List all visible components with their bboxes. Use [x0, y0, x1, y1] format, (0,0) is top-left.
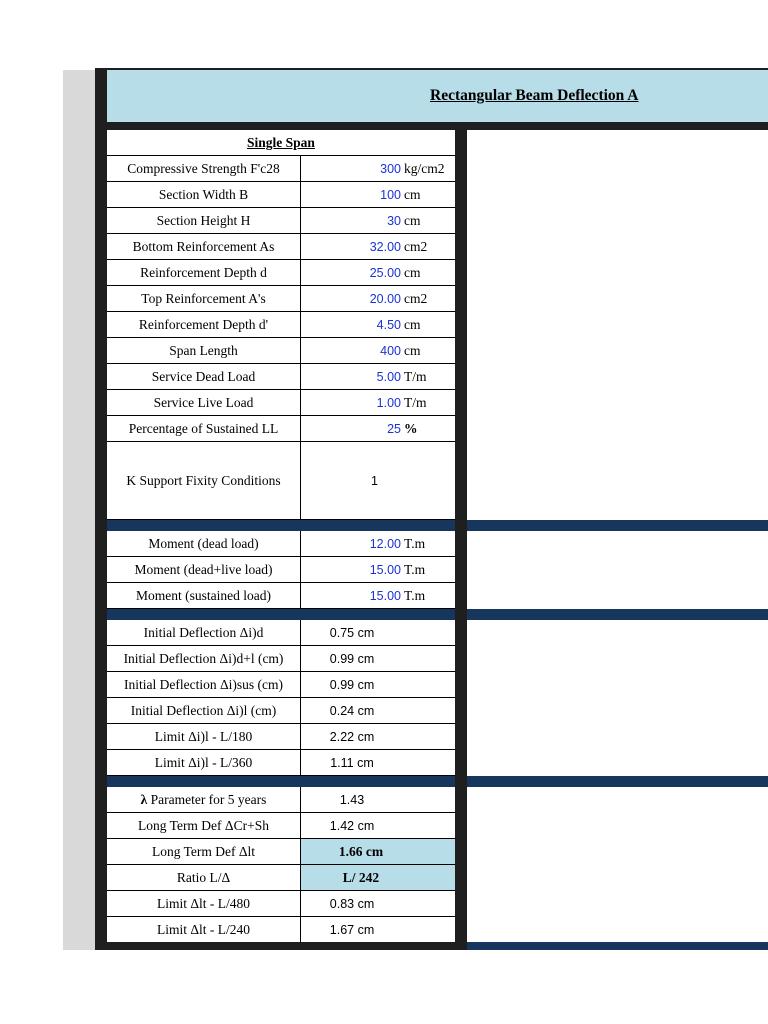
- long-term-value: 1.42 cm: [329, 819, 375, 833]
- deflection-label: Initial Deflection Δi)l (cm): [107, 698, 301, 723]
- panel-separator: [455, 130, 467, 950]
- section-divider: [107, 776, 455, 787]
- deflection-value-cell: [301, 672, 455, 697]
- deflection-value: 1.11 cm: [330, 756, 374, 770]
- input-row: [107, 208, 455, 234]
- initial-deflection-row: [107, 620, 455, 646]
- moment-label: Moment (dead+live load): [107, 557, 301, 582]
- input-unit: cm2: [404, 239, 428, 254]
- grey-margin: [63, 70, 95, 950]
- long-term-row: [107, 787, 455, 813]
- input-row: [107, 364, 455, 390]
- section-divider: [107, 520, 455, 531]
- input-unit: cm: [404, 187, 421, 202]
- deflection-value: 2.22 cm: [329, 730, 375, 744]
- section-divider-extension: [467, 776, 768, 787]
- input-value-cell[interactable]: [301, 260, 455, 285]
- input-value[interactable]: 32.00: [369, 240, 401, 254]
- input-unit: cm: [404, 213, 421, 228]
- input-value-cell[interactable]: [301, 286, 455, 311]
- input-value-cell[interactable]: [301, 416, 455, 441]
- input-unit: T/m: [404, 369, 427, 384]
- input-row: [107, 234, 455, 260]
- input-label: Reinforcement Depth d: [107, 260, 301, 285]
- input-row: [107, 338, 455, 364]
- input-label: Service Live Load: [107, 390, 301, 415]
- initial-deflection-row: [107, 724, 455, 750]
- moment-unit: T.m: [404, 588, 426, 603]
- page-title: Rectangular Beam Deflection A: [430, 87, 639, 104]
- support-fixity-row: [107, 442, 455, 520]
- long-term-value: 1.67 cm: [329, 923, 375, 937]
- input-value-cell[interactable]: [301, 364, 455, 389]
- moment-label: Moment (sustained load): [107, 583, 301, 608]
- moment-row: [107, 583, 455, 609]
- initial-deflection-row: [107, 698, 455, 724]
- long-term-value-cell: [301, 787, 455, 812]
- input-value[interactable]: 1.00: [376, 396, 401, 410]
- header-divider: [107, 122, 768, 130]
- long-term-value: 1.43: [339, 793, 365, 807]
- input-unit: cm: [404, 317, 421, 332]
- section-divider-extension: [467, 609, 768, 620]
- support-fixity-label: K Support Fixity Conditions: [107, 442, 301, 519]
- long-term-label: Long Term Def Δlt: [107, 839, 301, 864]
- bottom-frame-bar-right: [467, 942, 768, 950]
- long-term-value: 1.66 cm: [338, 844, 384, 859]
- input-unit: kg/cm2: [404, 161, 445, 176]
- long-term-label: Limit Δlt - L/240: [107, 917, 301, 942]
- moment-unit: T.m: [404, 536, 426, 551]
- input-unit: T/m: [404, 395, 427, 410]
- input-label: Top Reinforcement A's: [107, 286, 301, 311]
- moment-value: 12.00: [369, 537, 401, 551]
- input-value[interactable]: 30: [387, 214, 401, 228]
- input-value-cell[interactable]: [301, 312, 455, 337]
- input-value-cell[interactable]: [301, 182, 455, 207]
- long-term-value-cell: [301, 839, 455, 864]
- initial-deflection-row: [107, 750, 455, 776]
- input-value[interactable]: 4.50: [376, 318, 401, 332]
- long-term-label: λ Parameter for 5 years: [107, 787, 301, 812]
- input-row: [107, 416, 455, 442]
- bottom-frame-bar: [95, 942, 455, 950]
- long-term-value-cell: [301, 813, 455, 838]
- input-value-cell[interactable]: [301, 156, 455, 181]
- deflection-label: Initial Deflection Δi)d+l (cm): [107, 646, 301, 671]
- input-value[interactable]: 300: [380, 162, 401, 176]
- title-band: [107, 70, 768, 122]
- deflection-value-cell: [301, 724, 455, 749]
- moment-value-cell: [301, 531, 455, 556]
- moment-value: 15.00: [369, 589, 401, 603]
- moment-value-cell: [301, 557, 455, 582]
- input-row: [107, 156, 455, 182]
- input-row: [107, 312, 455, 338]
- input-value[interactable]: 25: [387, 422, 401, 436]
- input-value[interactable]: 5.00: [376, 370, 401, 384]
- input-value-cell[interactable]: [301, 390, 455, 415]
- long-term-value-cell: [301, 917, 455, 942]
- input-value[interactable]: 400: [380, 344, 401, 358]
- section-divider-extension: [467, 520, 768, 531]
- input-row: [107, 286, 455, 312]
- long-term-row: [107, 917, 455, 943]
- long-term-label: Ratio L/Δ: [107, 865, 301, 890]
- long-term-row: [107, 813, 455, 839]
- initial-deflection-row: [107, 646, 455, 672]
- input-unit: cm2: [404, 291, 428, 306]
- deflection-value: 0.99 cm: [329, 652, 375, 666]
- input-value-cell[interactable]: [301, 208, 455, 233]
- long-term-row: [107, 839, 455, 865]
- deflection-label: Initial Deflection Δi)d: [107, 620, 301, 645]
- support-fixity-value-cell[interactable]: [301, 442, 455, 519]
- input-row: [107, 182, 455, 208]
- input-label: Reinforcement Depth d': [107, 312, 301, 337]
- input-label: Percentage of Sustained LL: [107, 416, 301, 441]
- moment-value: 15.00: [369, 563, 401, 577]
- input-value[interactable]: 20.00: [369, 292, 401, 306]
- long-term-row: [107, 891, 455, 917]
- left-frame-bar: [95, 70, 107, 950]
- input-unit: cm: [404, 343, 421, 358]
- long-term-label: Limit Δlt - L/480: [107, 891, 301, 916]
- input-value-cell[interactable]: [301, 234, 455, 259]
- moment-row: [107, 557, 455, 583]
- lambda-symbol: λ: [140, 792, 148, 807]
- input-label: Compressive Strength F'c28: [107, 156, 301, 181]
- input-label: Section Width B: [107, 182, 301, 207]
- long-term-row: [107, 865, 455, 891]
- deflection-value: 0.75 cm: [329, 626, 375, 640]
- long-term-value: L/ 242: [342, 870, 380, 885]
- deflection-label: Initial Deflection Δi)sus (cm): [107, 672, 301, 697]
- deflection-value-cell: [301, 620, 455, 645]
- moment-row: [107, 531, 455, 557]
- moment-value-cell: [301, 583, 455, 608]
- support-fixity-value[interactable]: 1: [371, 474, 378, 488]
- moment-unit: T.m: [404, 562, 426, 577]
- deflection-value-cell: [301, 646, 455, 671]
- section-divider: [107, 609, 455, 620]
- input-label: Span Length: [107, 338, 301, 363]
- deflection-label: Limit Δi)l - L/360: [107, 750, 301, 775]
- long-term-value: 0.83 cm: [329, 897, 375, 911]
- long-term-value-cell: [301, 891, 455, 916]
- input-unit: %: [404, 421, 418, 436]
- long-term-label: Long Term Def ΔCr+Sh: [107, 813, 301, 838]
- single-span-header: Single Span: [247, 135, 315, 150]
- input-value[interactable]: 100: [380, 188, 401, 202]
- input-row: [107, 390, 455, 416]
- moment-label: Moment (dead load): [107, 531, 301, 556]
- input-label: Service Dead Load: [107, 364, 301, 389]
- input-row: [107, 260, 455, 286]
- deflection-value-cell: [301, 698, 455, 723]
- input-label: Bottom Reinforcement As: [107, 234, 301, 259]
- input-unit: cm: [404, 265, 421, 280]
- deflection-value-cell: [301, 750, 455, 775]
- input-label: Section Height H: [107, 208, 301, 233]
- deflection-label: Limit Δi)l - L/180: [107, 724, 301, 749]
- long-term-value-cell: [301, 865, 455, 890]
- single-span-header-row: [107, 130, 455, 156]
- deflection-value: 0.24 cm: [329, 704, 375, 718]
- input-value-cell[interactable]: [301, 338, 455, 363]
- deflection-value: 0.99 cm: [329, 678, 375, 692]
- initial-deflection-row: [107, 672, 455, 698]
- input-value[interactable]: 25.00: [369, 266, 401, 280]
